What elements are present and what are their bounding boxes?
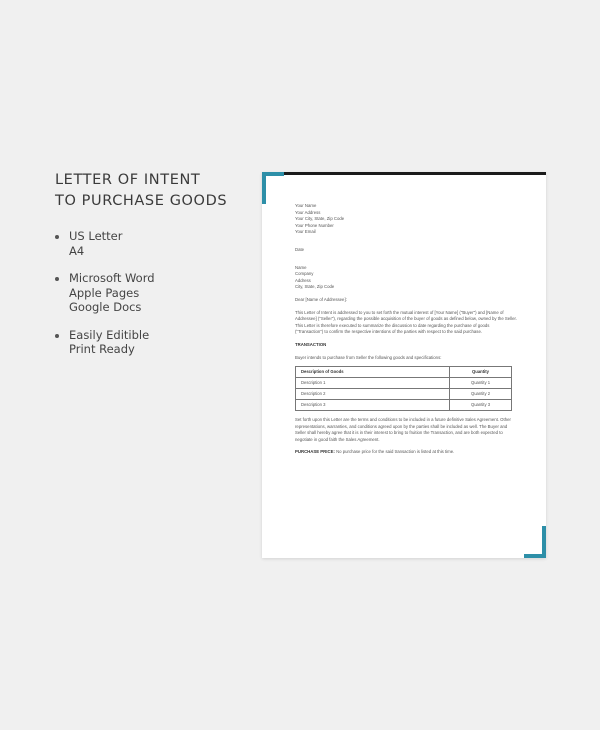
purchase-price-label: PURCHASE PRICE:	[295, 449, 335, 455]
feature-group-formats	[55, 271, 255, 315]
bullet-icon	[55, 277, 59, 281]
table-cell-quantity: Quantity 3	[450, 400, 512, 411]
purchase-price-text: No purchase price for the said transaction is listed at this time.	[336, 449, 455, 455]
sender-address: Your Address	[295, 209, 321, 215]
intro-paragraph: This Letter of Intent is addressed to you to set forth the mutual interest of [Your Name] ("Buyer") and [Name of Addressee] ("Seller"), regarding the possible acquisition of the buyer of goods as defined below, owned by the Seller. This Letter is therefore executed to summarize the discussion to date regarding the purchase of goods ("Transaction") to confirm the respective intentions of the parties with respect to the said purchase.	[295, 309, 517, 335]
feature-item: Easily Editible	[69, 327, 150, 342]
feature-item: A4	[69, 243, 85, 258]
template-title	[55, 170, 255, 212]
sender-email: Your Email	[295, 229, 316, 235]
recipient-address: Address	[295, 277, 311, 283]
corner-accent-top-left	[262, 172, 266, 204]
transaction-heading: TRANSACTION	[295, 341, 327, 347]
feature-item: US Letter	[69, 229, 123, 243]
table-cell-quantity: Quantity 1	[450, 378, 512, 389]
closing-paragraph: Set forth upon this Letter are the terms and conditions to be included in a future definitive Sales Agreement. Other representations, warranties, and conditions agreed upon by the parties shall be included as well. The Buyer and Seller shall hereby agree that it is in their interest to bring to fruition the Transaction, and are both expected to negotiate in good faith the Sales Agreement.	[295, 417, 511, 442]
document-top-bar	[262, 172, 546, 175]
feature-group-qualities	[55, 328, 255, 357]
recipient-block	[295, 265, 517, 291]
table-header-quantity: Quantity	[450, 367, 512, 378]
salutation: Dear [Name of Addressee]:	[295, 296, 347, 302]
sender-block	[295, 203, 517, 236]
table-row	[296, 389, 512, 400]
bullet-icon	[55, 235, 59, 239]
corner-accent-bottom-right	[542, 526, 546, 558]
feature-item: Apple Pages	[69, 285, 140, 300]
feature-item: Microsoft Word	[69, 271, 155, 285]
recipient-city: City, State, Zip Code	[295, 284, 335, 290]
feature-group-page-size	[55, 229, 255, 258]
template-title-line-2: TO PURCHASE GOODS	[55, 193, 228, 209]
feature-item: Google Docs	[69, 300, 142, 314]
letter-date: Date	[295, 246, 305, 252]
goods-table	[295, 366, 512, 411]
table-header-row	[296, 367, 512, 378]
purchase-price-paragraph	[295, 449, 517, 456]
feature-item: Print Ready	[69, 342, 135, 356]
table-cell-description: Description 3	[296, 400, 450, 411]
sender-phone: Your Phone Number	[295, 222, 334, 228]
promo-panel	[55, 170, 255, 370]
recipient-name: Name	[295, 264, 307, 270]
sender-name: Your Name	[295, 203, 317, 208]
table-cell-description: Description 1	[296, 378, 450, 389]
table-header-description: Description of Goods	[296, 367, 450, 378]
template-title-line-1: LETTER OF INTENT	[55, 172, 201, 188]
feature-list	[55, 229, 255, 357]
table-cell-description: Description 2	[296, 389, 450, 400]
recipient-company: Company	[295, 271, 314, 277]
table-row	[296, 378, 512, 389]
table-cell-quantity: Quantity 2	[450, 389, 512, 400]
document-preview	[262, 172, 546, 558]
bullet-icon	[55, 334, 59, 338]
table-row	[296, 400, 512, 411]
transaction-text: Buyer intends to purchase from Seller the following goods and specifications:	[295, 354, 442, 360]
sender-city: Your City, State, Zip Code	[295, 216, 345, 222]
document-body	[295, 203, 517, 456]
